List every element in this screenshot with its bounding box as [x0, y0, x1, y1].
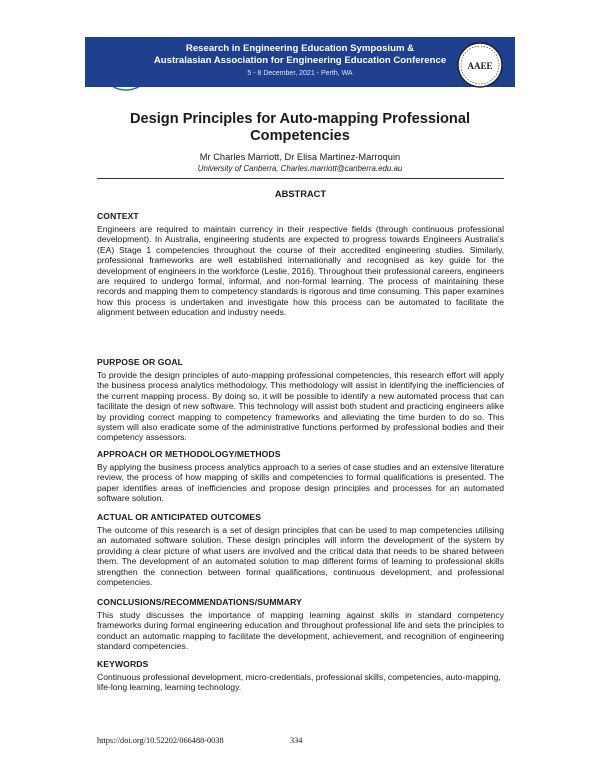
section-heading: CONCLUSIONS/RECOMMENDATIONS/SUMMARY: [97, 597, 302, 607]
divider-top: [97, 178, 504, 179]
section-purpose: [97, 357, 504, 443]
paper-affiliation: University of Canberra, Charles.marriott@canberra.edu.au: [197, 164, 403, 173]
section-heading: KEYWORDS: [97, 659, 149, 669]
section-heading: CONTEXT: [97, 211, 139, 221]
doi-link[interactable]: https://doi.org/10.52202/066488-0038: [97, 736, 224, 745]
aaee-logo-text: AAEE: [467, 61, 493, 71]
section-body: The outcome of this research is a set of design principles that can be used to map competencies utilising an automated software solution. These design principles will inform the development of the system by providing a clear picture of what users are involved and the critical data that needs to be shared between them. The development of an automated solution to map different forms of learning to professional skills strengthen the connection between formal qualifications, continuous development, and professional competencies.: [97, 525, 504, 588]
section-heading: PURPOSE OR GOAL: [97, 357, 184, 367]
section-body: To provide the design principles of auto-mapping professional competencies, this research effort will apply the business process analytics methodology. This methodology will assist in identifying the inefficiencies of the current mapping process. By doing so, it will be possible to identify a new automated process that can facilitate the design of new software. This technology will assist both student and practicing engineers alike by providing correct mapping to competency frameworks and alleviating the time burden to do so. This system will also eradicate some of the administrative functions performed by professional bodies and their competency assessors.: [97, 370, 504, 443]
section-heading: APPROACH OR METHODOLOGY/METHODS: [97, 449, 281, 459]
section-body: Continuous professional development, micro-credentials, professional skills, competencies, auto-mapping, life-long learning, learning technology.: [97, 672, 501, 693]
section-body: By applying the business process analytics approach to a series of case studies and an extensive literature review, the process of how mapping of skills and competencies to formal qualifications is presented. The paper identifies areas of inefficiencies and propose design principles and processes for an automated software solution.: [97, 462, 504, 504]
aaee-logo: [456, 41, 504, 89]
section-context: [97, 211, 504, 318]
banner-dates: 5 - 8 December, 2021 - Perth, WA: [247, 70, 353, 77]
section-heading: ACTUAL OR ANTICIPATED OUTCOMES: [97, 512, 262, 522]
banner-line-1: Research in Engineering Education Symposium &: [185, 43, 415, 54]
section-conclusions: [97, 597, 504, 652]
banner-line-2: Australasian Association for Engineering Education Conference: [153, 55, 447, 66]
paper-title: Design Principles for Auto-mapping Professional Competencies: [129, 111, 471, 144]
section-methodology: [97, 449, 504, 504]
abstract-heading: ABSTRACT: [274, 189, 327, 199]
page-number: 334: [290, 736, 303, 745]
section-keywords: [97, 659, 504, 693]
section-body: This study discusses the importance of mapping learning against skills in standard competency frameworks during formal engineering education and throughout professional life and sets the principles to conduct an automatic mapping to facilitate the development, achievement, and recognition of engineering standard competencies.: [97, 610, 504, 652]
section-outcomes: [97, 512, 504, 587]
section-body: Engineers are required to maintain currency in their respective fields (through continuous professional development). In Australia, engineering students are expected to progress towards Engineers Australia's (EA) Stage 1 competencies throughout the course of their accredited engineering studies. Similarly, professional frameworks are well established internationally and recognised as key guide for the development of engineers in the workforce (Leslie, 2016). Throughout their professional careers, engineers are required to undergo formal, informal, and non-formal learning. The process of maintaining these records and mapping them to competency standards is rigorous and time consuming. This paper examines how this process is undertaken and investigate how this process can be automated to facilitate the alignment between education and industry needs.: [97, 224, 504, 318]
paper-authors: Mr Charles Marriott, Dr Elisa Martinez-Marroquin: [199, 152, 401, 162]
conference-banner: [85, 37, 515, 87]
